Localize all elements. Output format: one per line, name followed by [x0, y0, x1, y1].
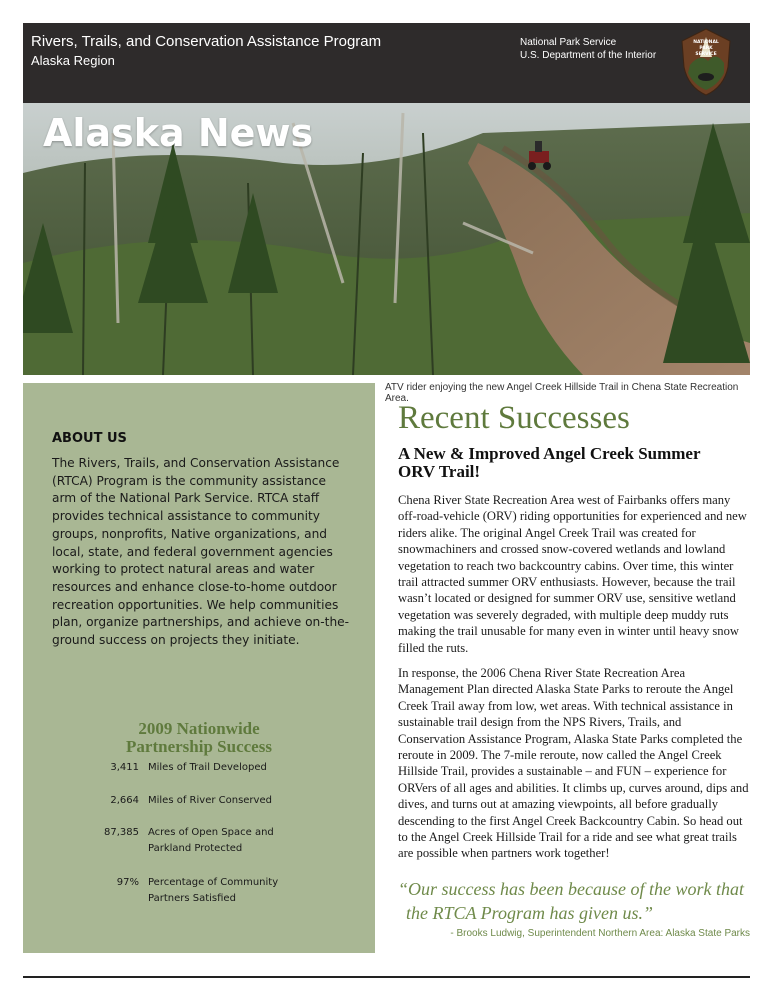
bottom-divider — [23, 976, 750, 978]
header-band — [23, 23, 750, 103]
quote-attribution: - Brooks Ludwig, Superintendent Northern Area: Alaska State Parks — [450, 928, 750, 939]
about-heading: ABOUT US — [52, 431, 127, 446]
agency-line-1: National Park Service — [520, 37, 617, 48]
agency-block — [520, 36, 656, 62]
article-headline: A New & Improved Angel Creek Summer ORV Trail! — [398, 444, 701, 481]
agency-line-2: U.S. Department of the Interior — [520, 50, 657, 61]
stat-value: 2,664 — [110, 795, 139, 806]
nps-arrowhead-logo — [678, 27, 734, 97]
stat-label: Percentage of Community Partners Satisfied — [148, 877, 279, 904]
stat-value: 3,411 — [110, 762, 139, 773]
stat-value: 97% — [116, 877, 139, 888]
stat-label: Miles of Trail Developed — [148, 762, 267, 773]
article-paragraph-2: In response, the 2006 Chena River State Recreation Area Management Plan directed Alaska State Parks to reroute the Angel Creek Trail away from low, wet areas. With technical assistance in sustainable trail design from the NPS Rivers, Trails, and Conservation Assistance Program, Alaska State Parks completed the reroute in 2009. The 7-mile reroute, now called the Angel Creek Hillside Trail, provides a sustainable – and FUN – experience for ORVers of all ages and abilities. It climbs up, curves around, dips and dives, and turns out at amazing viewpoints, all before gradually descending to the first Angel Creek Backcountry Cabin. So head out to the Angel Creek Hillside Trail for a ride and see what great trails are possible when partners work together! — [398, 666, 749, 861]
stat-value: 87,385 — [104, 827, 139, 838]
section-title: Recent Successes — [398, 400, 630, 436]
photo-caption: ATV rider enjoying the new Angel Creek Hillside Trail in Chena State Recreation Area. — [385, 382, 739, 404]
hero-photo — [23, 103, 750, 375]
stats-title-line-1: 2009 Nationwide — [138, 719, 260, 738]
quote-line-2: the RTCA Program has given us.” — [406, 903, 654, 923]
svg-text:SERVICE: SERVICE — [695, 52, 717, 57]
sidebar-panel — [23, 383, 375, 953]
stat-label: Acres of Open Space and Parkland Protected — [148, 827, 274, 854]
stats-title — [23, 720, 375, 756]
about-text: The Rivers, Trails, and Conservation Assistance (RTCA) Program is the community assistance arm of the National Park Service. RTCA staff provides technical assistance to community groups, nonprofits, Native organizations, and local, state, and federal government agencies working to protect natural areas and water resources and enhance close-to-home outdoor recreation opportunities. We help communities plan, organize partnerships, and achieve on-the-ground success on projects they initiate. — [52, 456, 350, 648]
newsletter-title: Alaska News — [43, 111, 314, 155]
program-name: Rivers, Trails, and Conservation Assistance Program — [31, 33, 382, 50]
svg-text:NATIONAL: NATIONAL — [693, 40, 719, 45]
stat-label: Miles of River Conserved — [148, 795, 272, 806]
article-paragraph-1: Chena River State Recreation Area west of Fairbanks offers many off-road-vehicle (ORV) riding opportunities for experienced and new riders alike. The original Angel Creek Trail was created for snowmachiners and crossed snow-covered wetlands and lowland vegetation to reach two backcountry cabins. Over time, this winter trail attracted summer ORV enthusiasts. However, because the trail wasn’t located or designed for summer ORV use, sensitive wetland vegetation was severely degraded, with multiple deep muddy ruts making the trail unusable for many even in winter until heavy snow filled the ruts. — [398, 493, 747, 655]
svg-text:PARK: PARK — [699, 46, 713, 51]
quote-line-1: “Our success has been because of the work that — [398, 879, 744, 899]
stats-title-line-2: Partnership Success — [126, 737, 272, 756]
pull-quote — [398, 877, 750, 925]
region-name: Alaska Region — [31, 53, 115, 68]
